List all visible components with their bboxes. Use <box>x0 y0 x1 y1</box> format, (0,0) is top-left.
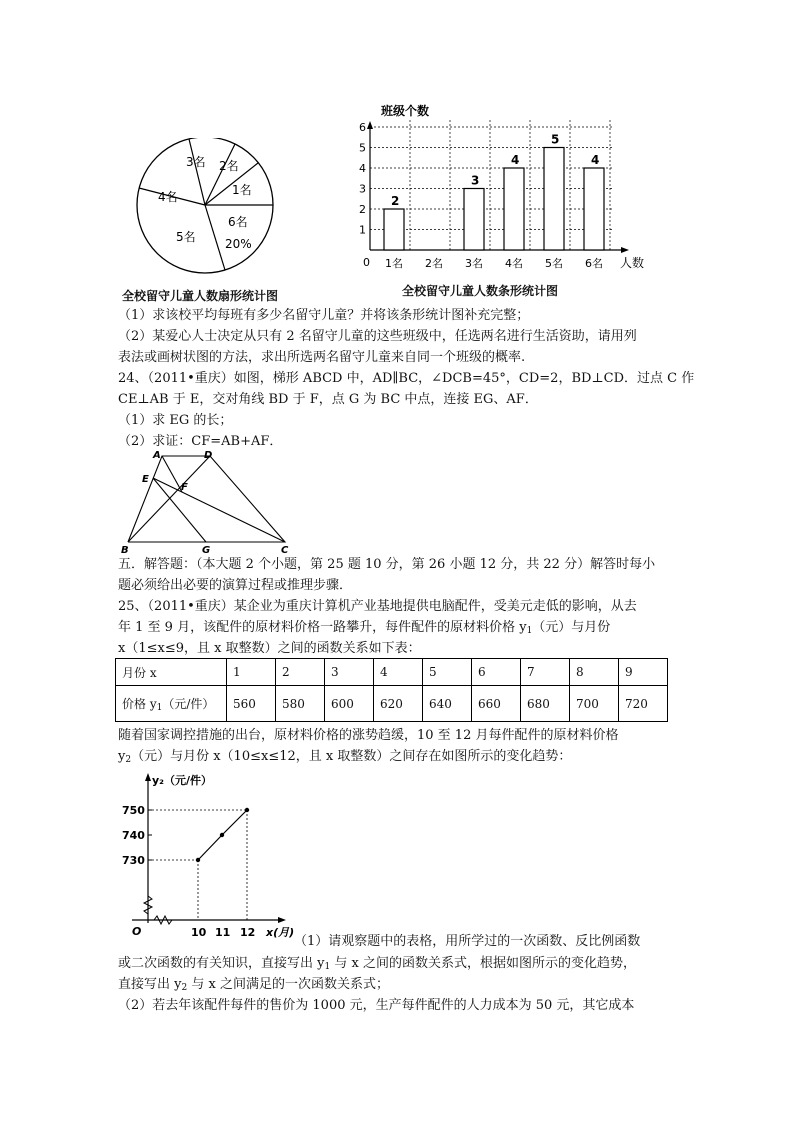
table-cell: 620 <box>374 686 423 722</box>
q23-part1: （1）求该校平均每班有多少名留守儿童？并将该条形统计图补充完整； <box>118 308 530 323</box>
y-tick-label: 3 <box>359 182 366 196</box>
q25-part2-line1: （2）若去年该配件每件的售价为 1000 元，生产每件配件的人力成本为 50 元，其它成本 <box>118 998 635 1013</box>
pie-label-3: 3名 <box>186 155 206 169</box>
pie-title: 全校留守儿童人数扇形统计图 <box>122 289 279 303</box>
table-cell: 560 <box>227 686 276 722</box>
table-cell: 5 <box>423 659 472 686</box>
y-tick-label: 750 <box>122 804 145 817</box>
pie-chart <box>130 138 280 278</box>
q23-part2-line2: 表法或画树状图的方法，求出所选两名留守儿童来自同一个班级的概率. <box>118 350 526 365</box>
trapezoid-figure <box>115 450 300 558</box>
bar-chart-xlabel: 人数 <box>620 256 645 270</box>
data-point <box>196 858 200 862</box>
q24-line1: 24、（2011•重庆）如图，梯形 ABCD 中，AD∥BC，∠DCB=45°，CD=2，BD⊥CD．过点 C 作 <box>118 371 695 386</box>
point-label-a: A <box>153 450 161 461</box>
bar <box>544 148 564 251</box>
section5-line2: 题必须给出必要的演算过程或推理步骤． <box>118 578 353 593</box>
x-axis-arrow <box>621 247 629 253</box>
point-label-c: C <box>281 545 289 556</box>
bar-chart-title: 全校留守儿童人数条形统计图 <box>402 284 559 298</box>
table-row <box>116 686 668 722</box>
table-cell: 2 <box>276 659 325 686</box>
y-tick-label: 5 <box>359 141 366 155</box>
bar <box>464 189 484 251</box>
q25-line4: 随着国家调控措施的出台，原材料价格的涨势趋缓，10 至 12 月每件配件的原材料价格 <box>118 728 619 743</box>
point-label-d: D <box>204 450 213 461</box>
x-tick-label: 1名 <box>385 257 403 270</box>
table-cell: 3 <box>325 659 374 686</box>
y-tick-label: 740 <box>122 829 145 842</box>
y-axis-arrow <box>367 121 373 129</box>
table-cell: 7 <box>521 659 570 686</box>
q24-part2: （2）求证：CF=AB+AF． <box>118 434 283 449</box>
table-cell: 8 <box>570 659 619 686</box>
bar-value-label: 2 <box>391 194 400 208</box>
data-point <box>245 808 249 812</box>
x-tick-label: 2名 <box>425 257 443 270</box>
segment-ce <box>153 478 285 542</box>
table-cell: 720 <box>619 686 668 722</box>
pie-divider <box>205 144 235 205</box>
pie-label-5: 5名 <box>176 230 196 244</box>
trapezoid-outline <box>128 456 285 542</box>
segment-af <box>162 456 182 492</box>
pie-divider <box>189 139 205 205</box>
x-tick-label: 6名 <box>585 257 603 270</box>
q24-part1: （1）求 EG 的长； <box>118 413 233 428</box>
bar-chart-origin: 0 <box>363 256 370 269</box>
table-row <box>116 659 668 686</box>
q25-line5: $y_2$（元）与月份 x（10≤x≤12，且 x 取整数）之间存在如图所示的变化趋势： <box>118 749 572 765</box>
graph-x-label: x(月) <box>266 926 295 939</box>
x-tick-label: 11 <box>215 926 231 939</box>
bar-value-label: 4 <box>511 153 520 167</box>
point-label-e: E <box>142 474 149 485</box>
x-tick-label: 12 <box>240 926 256 939</box>
graph-y-arrow <box>145 773 151 781</box>
y-tick-label: 4 <box>359 162 366 175</box>
y-tick-label: 730 <box>122 854 145 867</box>
bar-chart-ylabel: 班级个数 <box>381 104 430 118</box>
point-label-f: F <box>181 482 188 493</box>
table-cell: 640 <box>423 686 472 722</box>
table-cell: 580 <box>276 686 325 722</box>
bar-value-label: 3 <box>471 173 480 188</box>
pie-divider <box>205 205 225 270</box>
graph-origin: O <box>132 925 142 938</box>
x-tick-label: 3名 <box>465 257 483 270</box>
q23-part2-line1: （2）某爱心人士决定从只有 2 名留守儿童的这些班级中，任选两名进行生活资助，请用列 <box>118 329 637 344</box>
bar <box>584 168 604 250</box>
q25-part1-line3: 直接写出 $y_2$ 与 x 之间满足的一次函数关系式； <box>118 977 389 993</box>
q25-part1-line2: 或二次函数的有关知识，直接写出 $y_1$ 与 x 之间的函数关系式，根据如图所示的变化趋势， <box>118 956 636 972</box>
bar <box>384 209 404 250</box>
table-cell: 660 <box>472 686 521 722</box>
q25-part1-line1: （1）请观察题中的表格，用所学过的一次函数、反比例函数 <box>294 934 641 949</box>
line-graph <box>110 768 300 940</box>
point-label-g: G <box>202 545 211 556</box>
x-tick-label: 5名 <box>545 257 563 270</box>
table-header-month: 月份 x <box>116 659 227 686</box>
graph-x-arrow <box>278 917 286 923</box>
q24-line2: CE⊥AB 于 E，交对角线 BD 于 F，点 G 为 BC 中点，连接 EG、AF． <box>118 392 538 407</box>
bar-chart <box>355 100 655 280</box>
q25-line1: 25、（2011•重庆）某企业为重庆计算机产业基地提供电脑配件，受美元走低的影响，从去 <box>118 599 637 614</box>
x-tick-label: 10 <box>191 926 207 939</box>
table-cell: 600 <box>325 686 374 722</box>
y-tick-label: 2 <box>359 203 366 216</box>
table-cell: 680 <box>521 686 570 722</box>
table-header-price: 价格 $y_1$（元/件） <box>116 686 227 722</box>
table-cell: 700 <box>570 686 619 722</box>
price-table <box>115 658 668 722</box>
q25-line3: x（1≤x≤9，且 x 取整数）之间的函数关系如下表： <box>118 641 421 656</box>
x-tick-label: 4名 <box>505 257 523 270</box>
bar-value-label: 5 <box>551 132 560 147</box>
pie-label-1: 1名 <box>232 183 252 197</box>
q25-line2: 年 1 至 9 月，该配件的原材料价格一路攀升，每件配件的原材料价格 $y_1$（元）与月份 <box>118 620 611 636</box>
graph-y-label: y₂（元/件） <box>152 774 213 787</box>
table-cell: 6 <box>472 659 521 686</box>
section5-line1: 五．解答题：（本大题 2 个小题，第 25 题 10 分，第 26 小题 12 分，共 22 分）解答时每小 <box>118 557 656 572</box>
table-cell: 4 <box>374 659 423 686</box>
bar <box>504 168 524 250</box>
y-tick-label: 1 <box>359 223 366 237</box>
bar-value-label: 4 <box>591 153 600 167</box>
table-cell: 1 <box>227 659 276 686</box>
pie-label-6: 6名 <box>228 215 248 229</box>
point-label-b: B <box>121 545 129 556</box>
table-cell: 9 <box>619 659 668 686</box>
y-tick-label: 6 <box>359 121 366 134</box>
pie-percent: 20% <box>225 237 252 251</box>
data-point <box>220 833 224 837</box>
pie-label-4: 4名 <box>158 190 178 204</box>
pie-label-2: 2名 <box>219 159 239 173</box>
